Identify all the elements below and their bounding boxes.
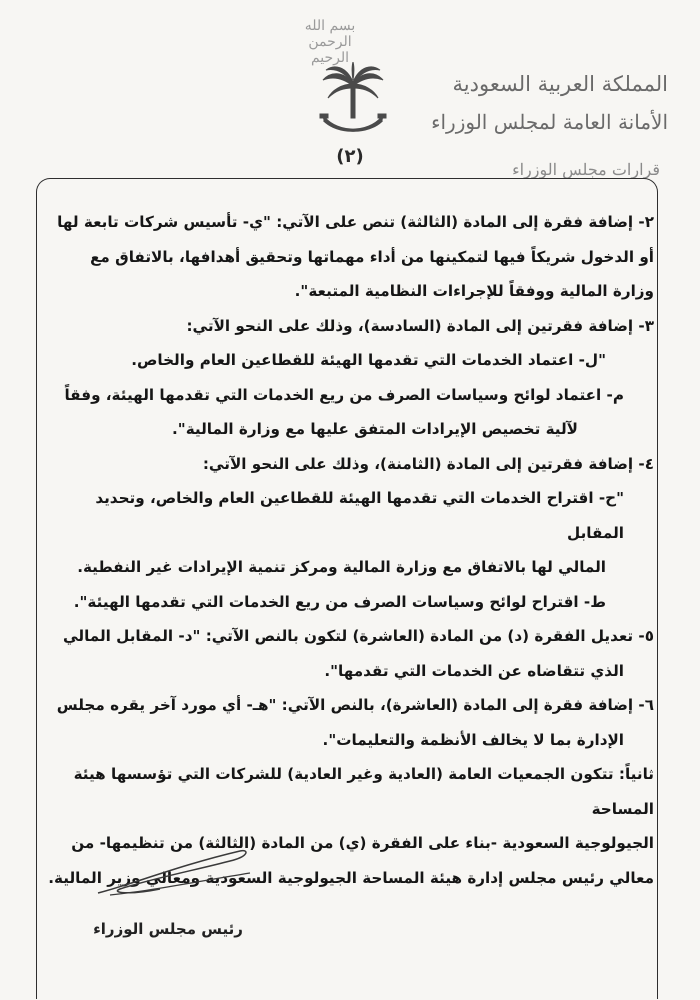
clause-2-line-3: وزارة المالية ووفقاً للإجراءات النظامية المتبعة". — [294, 282, 654, 300]
signer-title: رئيس مجلس الوزراء — [93, 920, 243, 938]
clause-3-item-m: م- اعتماد لوائح وسياسات الصرف من ريع الخدمات التي تقدمها الهيئة، وفقاً — [64, 385, 624, 404]
handwritten-signature — [90, 845, 260, 905]
clause-6-line-2: الإدارة بما لا يخالف الأنظمة والتعليمات". — [322, 730, 624, 749]
clause-6-line-1: ٦- إضافة فقرة إلى المادة (العاشرة)، بالنص الآتي: "هـ- أي مورد آخر يقره مجلس — [56, 696, 654, 714]
clause-4-item-t: ط- اقتراح لوائح وسياسات الصرف من ريع الخدمات التي تقدمها الهيئة". — [73, 592, 606, 611]
second-line-2: الجيولوجية السعودية -بناء على الفقرة (ي) من المادة (الثالثة) من تنظيمها- من — [71, 834, 654, 852]
second-line-3: معالي رئيس مجلس إدارة هيئة المساحة الجيولوجية السعودية ومعالي وزير المالية. — [48, 868, 654, 887]
clause-4-line-1: ٤- إضافة فقرتين إلى المادة (الثامنة)، وذلك على النحو الآتي: — [202, 454, 654, 473]
clause-4-item-h: "ح- اقتراح الخدمات التي تقدمها الهيئة للقطاعين العام والخاص، وتحديد المقابل — [95, 489, 624, 542]
page-number: (٢) — [336, 146, 364, 167]
header-secretariat: الأمانة العامة لمجلس الوزراء — [431, 110, 668, 134]
clause-3-item-l: "ل- اعتماد الخدمات التي تقدمها الهيئة للقطاعين العام والخاص. — [131, 351, 606, 369]
document-body — [42, 205, 654, 895]
clause-5-line-2: الذي تتقاضاه عن الخدمات التي تقدمها". — [324, 661, 624, 680]
clause-5-line-1: ٥- تعديل الفقرة (د) من المادة (العاشرة) لتكون بالنص الآتي: "د- المقابل المالي — [63, 627, 654, 645]
clause-4-item-h-cont: المالي لها بالاتفاق مع وزارة المالية ومركز تنمية الإيرادات غير النفطية. — [77, 558, 606, 576]
second-line-1: ثانياً: تتكون الجمعيات العامة (العادية وغير العادية) للشركات التي تؤسسها هيئة المساحة — [73, 765, 654, 818]
header-decisions: قرارات مجلس الوزراء — [512, 160, 660, 179]
saudi-emblem-icon — [318, 62, 388, 144]
bismillah-calligraphy: بسم الله الرحمن الرحيم — [304, 18, 356, 66]
clause-2-line-2: أو الدخول شريكاً فيها لتمكينها من أداء مهماتها وتحقيق أهدافها، بالاتفاق مع — [90, 247, 654, 266]
clause-2-line-1: ٢- إضافة فقرة إلى المادة (الثالثة) تنص على الآتي: "ي- تأسيس شركات تابعة لها — [57, 213, 654, 231]
clause-3-item-m-cont: لآلية تخصيص الإيرادات المتفق عليها مع وزارة المالية". — [172, 420, 578, 438]
header-kingdom: المملكة العربية السعودية — [452, 72, 668, 96]
clause-3-line-1: ٣- إضافة فقرتين إلى المادة (السادسة)، وذلك على النحو الآتي: — [186, 316, 654, 335]
